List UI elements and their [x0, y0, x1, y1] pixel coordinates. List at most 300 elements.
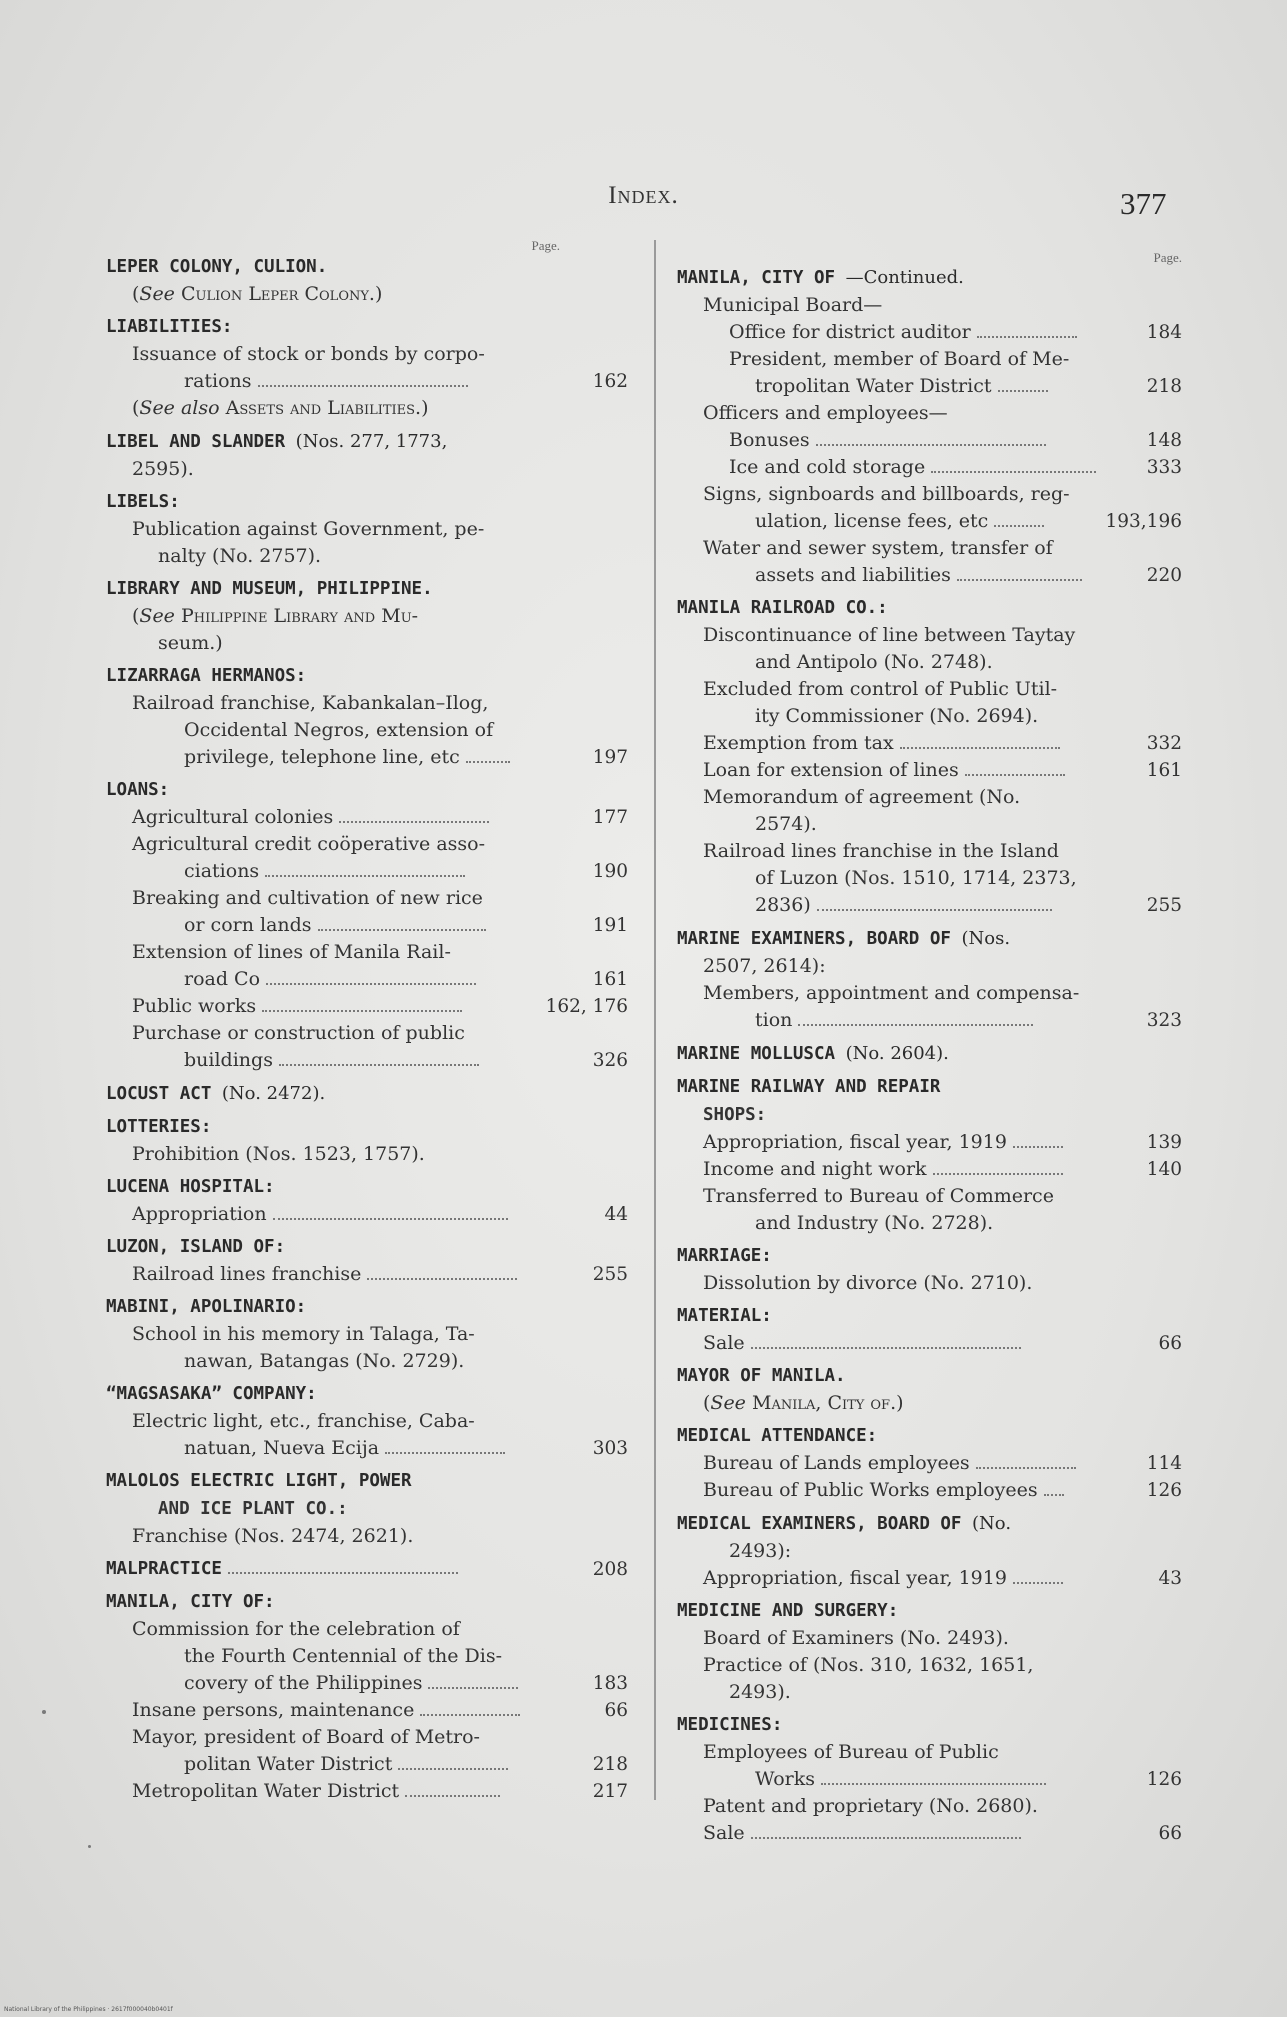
subentry-line [106, 1435, 628, 1462]
page-reference: 218 [1146, 376, 1182, 397]
entry-heading [106, 1589, 628, 1616]
page-reference: 208 [592, 1559, 628, 1580]
see-target: Assets and Liabilities. [225, 397, 422, 419]
subentry-line [677, 1793, 1182, 1820]
leader-dots [998, 389, 1048, 392]
page-reference: 161 [1146, 760, 1182, 781]
subentry-text: politan Water District [184, 1753, 393, 1775]
see-label: See [710, 1392, 746, 1414]
index-entry [677, 1510, 1182, 1592]
page-reference: 220 [1146, 565, 1182, 586]
subentry-text: Sale [703, 1822, 745, 1844]
entry-heading [106, 576, 628, 603]
entry-heading [677, 264, 1182, 292]
index-entry [106, 1556, 628, 1583]
entry-heading-text: MEDICINES: [677, 1715, 783, 1735]
subentry-text: Sale [703, 1332, 745, 1354]
subentry-text: Railroad franchise, Kabankalan–Ilog, [132, 692, 489, 714]
index-entry [677, 1040, 1182, 1068]
page-reference: 66 [604, 1700, 628, 1721]
entry-heading [106, 663, 628, 690]
subentry-line [677, 1679, 1182, 1706]
subentry-text: seum.) [158, 632, 223, 654]
subentry-text: Works [755, 1768, 816, 1790]
subentry-line [677, 838, 1182, 865]
entry-heading [677, 1363, 1182, 1390]
entry-heading [106, 428, 628, 456]
subentry-line [106, 1751, 628, 1778]
subentry-line [677, 1007, 1182, 1034]
index-entry [106, 1114, 628, 1168]
leader-dots [279, 1063, 479, 1066]
index-entry [106, 489, 628, 570]
subentry-line [677, 649, 1182, 676]
subentry-text: nalty (No. 2757). [158, 545, 322, 567]
page-reference: 148 [1146, 430, 1182, 451]
subentry-text: Bonuses [729, 429, 810, 451]
subentry-line [106, 717, 628, 744]
subentry-text: Practice of (Nos. 310, 1632, 1651, [703, 1654, 1034, 1676]
scan-speck [42, 1710, 46, 1714]
entry-heading [106, 1234, 628, 1261]
subentry-text: Memorandum of agreement (No. [703, 786, 1021, 808]
subentry-text: ity Commissioner (No. 2694). [755, 705, 1039, 727]
subentry-line [677, 1652, 1182, 1679]
entry-heading-text: MAYOR OF MANILA. [677, 1366, 846, 1386]
subentry-text: 2493): [729, 1540, 792, 1562]
leader-dots [931, 470, 1096, 473]
subentry-line [677, 1739, 1182, 1766]
page-reference: 162 [592, 371, 628, 392]
entry-heading [677, 1243, 1182, 1270]
index-entry [106, 1468, 628, 1550]
subentry-text: Commission for the celebration of [132, 1618, 460, 1640]
subentry-line [106, 1141, 628, 1168]
page-reference: 162, 176 [545, 996, 628, 1017]
scan-footer: National Library of the Philippines · 2617f000040b0401f [4, 2006, 173, 2013]
leader-dots [405, 1794, 500, 1797]
leader-dots [339, 820, 489, 823]
page-reference: 255 [592, 1264, 628, 1285]
subentry-text: privilege, telephone line, etc [184, 746, 460, 768]
page-reference: 139 [1146, 1132, 1182, 1153]
subentry-line [677, 562, 1182, 589]
page-reference: 114 [1146, 1453, 1182, 1474]
subentry-text: Franchise (Nos. 2474, 2621). [132, 1525, 414, 1547]
entry-heading-text: MATERIAL: [677, 1306, 772, 1326]
subentry-text: tion [755, 1009, 793, 1031]
subentry-text: and Industry (No. 2728). [755, 1212, 994, 1234]
leader-dots [265, 874, 465, 877]
entry-heading-text: LUZON, ISLAND OF: [106, 1237, 286, 1257]
entry-heading-text: LOCUST ACT [106, 1084, 212, 1104]
index-entry [106, 1174, 628, 1228]
subentry-line [106, 368, 628, 395]
subentry-line [677, 481, 1182, 508]
subentry-line [677, 1820, 1182, 1847]
subentry-line [677, 427, 1182, 454]
subentry-text: Dissolution by divorce (No. 2710). [703, 1272, 1033, 1294]
page-reference: 43 [1158, 1568, 1182, 1589]
subentry-text: 2836) [755, 894, 811, 916]
subentry-line [106, 966, 628, 993]
entry-heading [106, 1114, 628, 1141]
index-entry [106, 428, 628, 483]
subentry-text: Members, appointment and compensa- [703, 982, 1080, 1004]
page-reference: 218 [592, 1754, 628, 1775]
subentry-text: Agricultural colonies [132, 806, 334, 828]
subentry-line [677, 953, 1182, 980]
entry-heading-text: MARINE RAILWAY AND REPAIR [677, 1077, 941, 1097]
entry-heading [677, 595, 1182, 622]
see-label: See [139, 605, 175, 627]
page-reference: 197 [592, 747, 628, 768]
index-entry [106, 1234, 628, 1288]
entry-heading-tail: (Nos. [961, 928, 1011, 949]
subentry-line [677, 535, 1182, 562]
entry-heading [677, 1598, 1182, 1625]
page-reference: 126 [1146, 1769, 1182, 1790]
leader-dots [933, 1172, 1063, 1175]
column-divider [654, 240, 656, 1800]
entry-heading-tail: (No. 2604). [845, 1043, 949, 1064]
subentry-line [106, 912, 628, 939]
subentry-text: Issuance of stock or bonds by corpo- [132, 343, 485, 365]
page-reference: 333 [1146, 457, 1182, 478]
leader-dots [398, 1767, 508, 1770]
subentry-line [106, 516, 628, 543]
subentry-line [677, 1477, 1182, 1504]
subentry-line [677, 757, 1182, 784]
entry-heading-text: LIBRARY AND MUSEUM, PHILIPPINE. [106, 579, 433, 599]
page-column-label-left: Page. [531, 238, 560, 253]
page-reference: 183 [592, 1673, 628, 1694]
subentry-line [106, 1724, 628, 1751]
subentry-text: tropolitan Water District [755, 375, 992, 397]
entry-heading-tail: (Nos. 277, 1773, [295, 431, 448, 452]
entry-heading-text: MABINI, APOLINARIO: [106, 1297, 307, 1317]
subentry-text: Appropriation, fiscal year, 1919 [703, 1131, 1007, 1153]
subentry-text: Exemption from tax [703, 732, 894, 754]
subentry-text: Electric light, etc., franchise, Caba- [132, 1410, 475, 1432]
index-entry [106, 1381, 628, 1462]
subentry-text: President, member of Board of Me- [729, 348, 1070, 370]
entry-heading [677, 1510, 1182, 1538]
leader-dots [318, 928, 486, 931]
subentry-text: Signs, signboards and billboards, reg- [703, 483, 1070, 505]
page-reference: 126 [1146, 1480, 1182, 1501]
see-target: Philippine Library and Mu- [180, 605, 419, 627]
subentry-line [677, 730, 1182, 757]
subentry-text: or corn lands [184, 914, 312, 936]
subentry-text: Occidental Negros, extension of [184, 719, 494, 741]
subentry-line [106, 831, 628, 858]
cross-reference: (See Culion Leper Colony.) [132, 283, 383, 305]
subentry-line [106, 341, 628, 368]
subentry-line [106, 993, 628, 1020]
index-entry [106, 254, 628, 308]
index-entry [677, 1712, 1182, 1847]
leader-dots [1013, 1581, 1063, 1584]
subentry-text: of Luzon (Nos. 1510, 1714, 2373, [755, 867, 1077, 889]
entry-heading-text: MARINE MOLLUSCA [677, 1044, 836, 1064]
leader-dots [420, 1713, 520, 1716]
subentry-text: Water and sewer system, transfer of [703, 537, 1053, 559]
subentry-text: Discontinuance of line between Taytay [703, 624, 1076, 646]
entry-heading [677, 925, 1182, 953]
entry-heading-text: LOTTERIES: [106, 1117, 212, 1137]
entry-heading-text: MALPRACTICE [106, 1559, 222, 1579]
entry-heading-tail: —Continued. [845, 267, 964, 288]
running-head [0, 182, 1287, 210]
subentry-line [106, 1047, 628, 1074]
entry-heading-text: “MAGSASAKA” COMPANY: [106, 1384, 317, 1404]
entry-heading-text: MARRIAGE: [677, 1246, 772, 1266]
subentry-line [106, 858, 628, 885]
subentry-text: ulation, license fees, etc [755, 510, 989, 532]
leader-dots [817, 908, 1052, 911]
subentry-text: and Antipolo (No. 2748). [755, 651, 993, 673]
subentry-line [106, 744, 628, 771]
subentry-line [106, 1670, 628, 1697]
subentry-text: Appropriation, fiscal year, 1919 [703, 1567, 1007, 1589]
leader-dots [900, 746, 1060, 749]
subentry-line [106, 1261, 628, 1288]
subentry-text: 2574). [755, 813, 817, 835]
subentry-text: Metropolitan Water District [132, 1780, 400, 1802]
cross-reference: (See Philippine Library and Mu- [132, 605, 419, 627]
page-reference: 217 [592, 1781, 628, 1802]
subentry-line [677, 373, 1182, 400]
subentry-line [106, 543, 628, 570]
page-column-label-right: Page. [1153, 250, 1182, 265]
index-entry [106, 1080, 628, 1108]
entry-heading-text: LOANS: [106, 780, 170, 800]
subentry-line [677, 346, 1182, 373]
subentry-text: Income and night work [703, 1158, 927, 1180]
subentry-line [106, 885, 628, 912]
index-entry [106, 777, 628, 1074]
entry-heading-text: LIBELS: [106, 492, 180, 512]
subentry-line [677, 292, 1182, 319]
page-reference: 190 [592, 861, 628, 882]
subentry-line [677, 676, 1182, 703]
subentry-text: covery of the Philippines [184, 1672, 423, 1694]
subentry-text: Officers and employees— [703, 402, 948, 424]
subentry-text: Board of Examiners (No. 2493). [703, 1627, 1009, 1649]
subentry-text: School in his memory in Talaga, Ta- [132, 1323, 475, 1345]
subentry-text: Loan for extension of lines [703, 759, 959, 781]
entry-heading-text: MANILA RAILROAD CO.: [677, 598, 888, 618]
page-reference: 161 [592, 969, 628, 990]
index-entry [677, 1074, 1182, 1237]
entry-heading [106, 777, 628, 804]
entry-heading-text: MALOLOS ELECTRIC LIGHT, POWER [106, 1471, 412, 1491]
entry-heading [106, 1174, 628, 1201]
subentry-text: Employees of Bureau of Public [703, 1741, 999, 1763]
scan-speck [88, 1845, 91, 1848]
subentry-text: Public works [132, 995, 257, 1017]
leader-dots [798, 1023, 1033, 1026]
subentry-text: road Co [184, 968, 261, 990]
subentry-text: buildings [184, 1049, 273, 1071]
subentry-line [677, 1129, 1182, 1156]
subentry-text: Insane persons, maintenance [132, 1699, 415, 1721]
subentry-line [677, 784, 1182, 811]
subentry-text: Bureau of Lands employees [703, 1452, 970, 1474]
entry-heading-text: MANILA, CITY OF: [106, 1592, 275, 1612]
leader-dots [273, 1217, 508, 1220]
subentry-line [677, 319, 1182, 346]
entry-heading [677, 1712, 1182, 1739]
subentry-line [677, 1183, 1182, 1210]
subentry-line [677, 1330, 1182, 1357]
leader-dots [821, 1782, 1046, 1785]
see-target: Culion Leper Colony. [180, 283, 375, 305]
subentry-text: 2493). [729, 1681, 791, 1703]
left-entries [106, 254, 628, 1811]
page-reference: 177 [592, 807, 628, 828]
entry-heading-text: MEDICAL ATTENDANCE: [677, 1426, 878, 1446]
subentry-line [106, 456, 628, 483]
index-entry [677, 1363, 1182, 1417]
subentry-text: rations [184, 370, 252, 392]
subentry-line [677, 1538, 1182, 1565]
page-number: 377 [1120, 186, 1167, 221]
subentry-line [106, 1697, 628, 1724]
index-entry [106, 576, 628, 657]
index-entry [677, 925, 1182, 1034]
subentry-line [106, 1348, 628, 1375]
subentry-text: Patent and proprietary (No. 2680). [703, 1795, 1038, 1817]
entry-heading [677, 1074, 1182, 1101]
leader-dots [977, 335, 1077, 338]
subentry-line [677, 622, 1182, 649]
subentry-text: Prohibition (Nos. 1523, 1757). [132, 1143, 425, 1165]
leader-dots [385, 1451, 505, 1454]
subentry-line [677, 703, 1182, 730]
subentry-text: Breaking and cultivation of new rice [132, 887, 483, 909]
index-entry [677, 1423, 1182, 1504]
cross-reference: (See also Assets and Liabilities.) [132, 397, 429, 419]
entry-heading-text: LUCENA HOSPITAL: [106, 1177, 275, 1197]
subentry-line [106, 1778, 628, 1805]
leader-dots [957, 578, 1082, 581]
entry-heading-text: LIZARRAGA HERMANOS: [106, 666, 307, 686]
page-reference: 66 [1158, 1823, 1182, 1844]
page-reference: 184 [1146, 322, 1182, 343]
subentry-text: nawan, Batangas (No. 2729). [184, 1350, 465, 1372]
page-reference: 255 [1146, 895, 1182, 916]
subentry-line [677, 1565, 1182, 1592]
subentry-text: Excluded from control of Public Util- [703, 678, 1058, 700]
subentry-text: 2507, 2614): [703, 955, 826, 977]
subentry-text: Appropriation [132, 1203, 267, 1225]
see-label: See also [139, 397, 220, 419]
subentry-text: Publication against Government, pe- [132, 518, 485, 540]
subentry-text: Office for district auditor [729, 321, 971, 343]
entry-heading-text: LIABILITIES: [106, 317, 233, 337]
leader-dots [751, 1836, 1021, 1839]
subentry-line [106, 1201, 628, 1228]
subentry-text: AND ICE PLANT CO.: [158, 1499, 348, 1519]
subentry-line [677, 454, 1182, 481]
entry-heading-text: MANILA, CITY OF [677, 268, 836, 288]
subentry-line [106, 804, 628, 831]
page-reference: 66 [1158, 1333, 1182, 1354]
subentry-text: SHOPS: [703, 1105, 767, 1125]
index-entry [106, 663, 628, 771]
leader-dots [466, 760, 510, 763]
running-head-title: Index. [608, 182, 679, 209]
subentry-text: Ice and cold storage [729, 456, 926, 478]
subentry-text: Railroad lines franchise in the Island [703, 840, 1059, 862]
subentry-text: 2595). [132, 458, 194, 480]
index-entry [677, 1303, 1182, 1357]
subentry-text: the Fourth Centennial of the Dis- [184, 1645, 503, 1667]
leader-dots [994, 524, 1044, 527]
leader-dots [266, 982, 476, 985]
subentry-line [677, 1270, 1182, 1297]
cross-reference: (See Manila, City of.) [703, 1392, 904, 1414]
leader-dots [367, 1277, 517, 1280]
index-entry [677, 595, 1182, 919]
subentry-line [106, 939, 628, 966]
subentry-line [677, 1101, 1182, 1129]
subentry-text: Purchase or construction of public [132, 1022, 465, 1044]
subentry-line [677, 508, 1182, 535]
subentry-line [106, 1408, 628, 1435]
subentry-text: Transferred to Bureau of Commerce [703, 1185, 1054, 1207]
subentry-line [677, 811, 1182, 838]
page-reference: 44 [604, 1204, 628, 1225]
subentry-line [106, 1321, 628, 1348]
index-entry [106, 1294, 628, 1375]
entry-heading [106, 1381, 628, 1408]
subentry-line [677, 892, 1182, 919]
entry-heading-text: MEDICINE AND SURGERY: [677, 1601, 899, 1621]
subentry-text: Extension of lines of Manila Rail- [132, 941, 451, 963]
leader-dots [965, 773, 1065, 776]
entry-heading-text: LEPER COLONY, CULION. [106, 257, 328, 277]
subentry-text: Railroad lines franchise [132, 1263, 362, 1285]
subentry-text: ciations [184, 860, 260, 882]
index-entry [677, 1243, 1182, 1297]
subentry-line [677, 1450, 1182, 1477]
leader-dots [1013, 1145, 1063, 1148]
subentry-text: Municipal Board— [703, 294, 883, 316]
subentry-line [106, 1616, 628, 1643]
subentry-text: Agricultural credit coöperative asso- [132, 833, 486, 855]
subentry-line [677, 1156, 1182, 1183]
page-reference: 191 [592, 915, 628, 936]
subentry-text: Mayor, president of Board of Metro- [132, 1726, 480, 1748]
leader-dots [228, 1571, 458, 1574]
entry-heading-tail: (No. 2472). [221, 1083, 326, 1104]
entry-heading [677, 1040, 1182, 1068]
subentry-line [106, 1495, 628, 1523]
entry-heading-text: MEDICAL EXAMINERS, BOARD OF [677, 1514, 962, 1534]
subentry-line [106, 690, 628, 717]
entry-heading [106, 489, 628, 516]
subentry-line [677, 980, 1182, 1007]
subentry-line [677, 1210, 1182, 1237]
page-reference: 326 [592, 1050, 628, 1071]
page-reference: 303 [592, 1438, 628, 1459]
subentry-line [677, 1766, 1182, 1793]
right-entries [677, 264, 1182, 1853]
entry-heading-text: MARINE EXAMINERS, BOARD OF [677, 929, 951, 949]
